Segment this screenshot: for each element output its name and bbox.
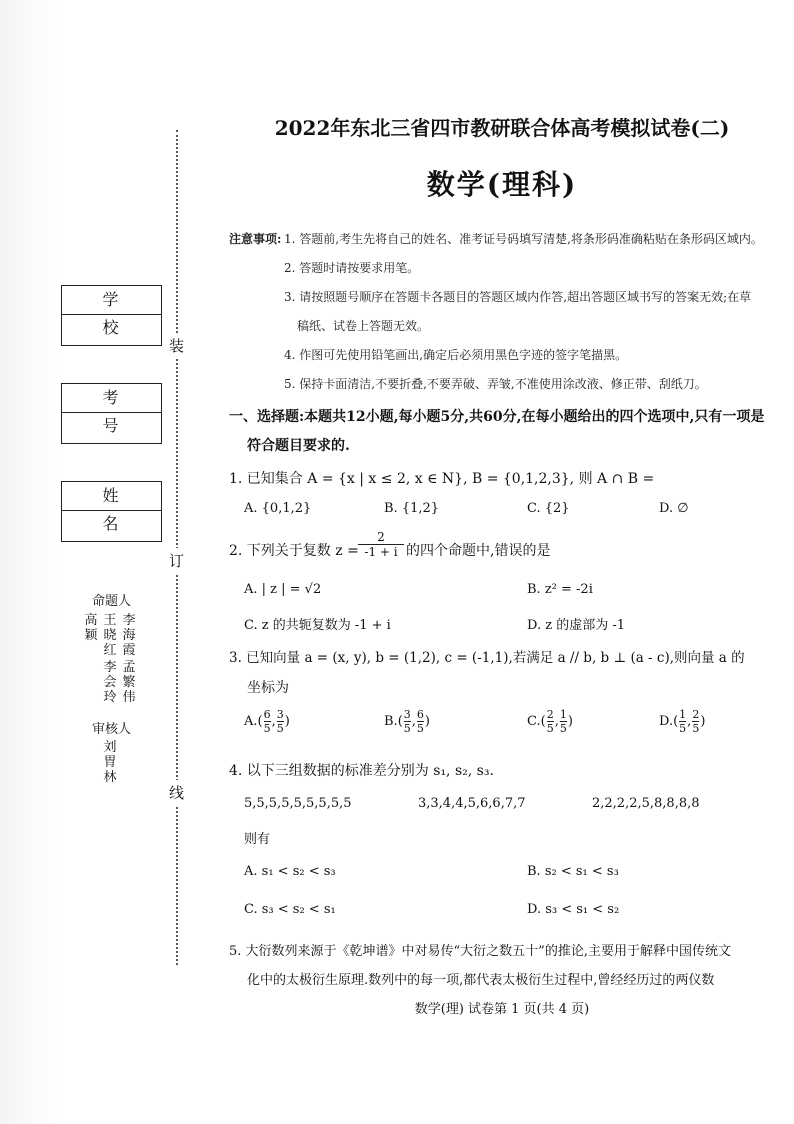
q3-frac-num: 2 [692, 708, 700, 721]
question-3-stem: 3. 已知向量 a = (x, y), b = (1,2), c = (-1,1),若满足 a // b, b ⊥ (a - c),则向量 a 的 [229, 650, 745, 666]
reviewer-name: 刘胃林 [103, 740, 117, 785]
q3-frac-den: 5 [692, 722, 700, 735]
exam-number-box [61, 383, 162, 444]
section-heading: 一、选择题:本题共12小题,每小题5分,共60分,在每小题给出的四个选项中,只有一项是 [229, 409, 765, 425]
school-box [61, 285, 162, 346]
q3-option-letter: D. [659, 714, 674, 729]
q3-option-c: C. ( $\frac{2}{5}$ , $\frac{1}{5}$ ) [527, 708, 573, 735]
binding-char-zhuang: 装 [169, 333, 184, 358]
q3-frac-den: 5 [403, 722, 411, 735]
q2-fraction-denominator: -1 + i [364, 545, 398, 559]
q3-frac [679, 708, 686, 735]
section-heading-cont: 符合题目要求的. [247, 438, 350, 454]
q3-frac-num: 1 [559, 708, 567, 721]
exam-number-label: 考 号 [62, 384, 161, 413]
question-3-stem-cont: 坐标为 [247, 680, 289, 696]
exam-title: 2022年东北三省四市教研联合体高考模拟试卷(二) [274, 116, 730, 140]
proposer-name: 王晓红 [103, 613, 117, 658]
q3-frac-den: 5 [263, 722, 271, 735]
q4-option-c: C. s₃ < s₂ < s₁ [244, 902, 336, 917]
q3-frac [417, 708, 424, 735]
q3-option-a: A. ( $\frac{6}{5}$ , $\frac{3}{5}$ ) [244, 708, 290, 735]
q2-option-a: A. | z | = √2 [244, 582, 322, 597]
page-footer: 数学(理) 试卷第 1 页(共 4 页) [414, 1002, 590, 1017]
q3-frac-den: 5 [416, 722, 424, 735]
q3-frac-num: 1 [679, 708, 687, 721]
proposer-name: 李海霞 [122, 613, 136, 658]
q3-frac-den: 5 [276, 722, 284, 735]
note-item: 1. 答题前,考生先将自己的姓名、准考证号码填写清楚,将条形码准确粘贴在条形码区域内。 [284, 232, 763, 246]
q3-frac-den: 5 [546, 722, 554, 735]
proposer-name: 李会玲 [103, 660, 117, 705]
notes-label: 注意事项: [229, 232, 282, 246]
school-label: 学 校 [62, 286, 161, 315]
q3-option-letter: B. [384, 714, 398, 729]
q3-option-letter: C. [527, 714, 541, 729]
q3-frac [547, 708, 554, 735]
q4-option-b: B. s₂ < s₁ < s₃ [527, 864, 619, 879]
note-item: 3. 请按照题号顺序在答题卡各题目的答题区域内作答,超出答题区域书写的答案无效;在草 [284, 290, 752, 304]
q2-option-c: C. z 的共轭复数为 -1 + i [244, 618, 391, 633]
q1-option-d: D. ∅ [659, 501, 689, 516]
q4-then: 则有 [244, 832, 271, 847]
name-box [61, 481, 162, 542]
question-1-stem: 1. 已知集合 A = {x | x ≤ 2, x ∈ N}, B = {0,1,2,3}, 则 A ∩ B = [229, 471, 655, 487]
q2-option-b: B. z² = -2i [527, 582, 593, 597]
q3-frac-num: 3 [403, 708, 411, 721]
subject-title: 数学(理科) [426, 168, 578, 201]
binding-char-xian: 线 [169, 780, 184, 805]
note-item: 4. 作图可先使用铅笔画出,确定后必须用黑色字迹的签字笔描黑。 [284, 348, 628, 362]
q3-frac-den: 5 [559, 722, 567, 735]
binding-char-ding: 订 [169, 548, 184, 573]
question-2-stem-pre: 2. 下列关于复数 z = [229, 543, 359, 559]
q1-option-a: A. {0,1,2} [244, 501, 312, 516]
question-2-stem-post: 的四个命题中,错误的是 [406, 543, 551, 559]
question-5-stem: 5. 大衍数列来源于《乾坤谱》中对易传“大衍之数五十”的推论,主要用于解释中国传统文 [229, 944, 731, 959]
q4-option-a: A. s₁ < s₂ < s₃ [244, 864, 336, 879]
q3-frac-num: 6 [263, 708, 271, 721]
q2-fraction-numerator: 2 [358, 530, 404, 545]
q3-frac [560, 708, 567, 735]
q4-option-d: D. s₃ < s₁ < s₂ [527, 902, 620, 917]
note-item: 5. 保持卡面清洁,不要折叠,不要弄破、弄皱,不准使用涂改液、修正带、刮纸刀。 [284, 377, 707, 391]
question-5-stem-cont: 化中的太极衍生原理.数列中的每一项,都代表太极衍生过程中,曾经经历过的两仪数 [247, 973, 715, 988]
q4-data-set: 5,5,5,5,5,5,5,5,5 [244, 796, 352, 811]
note-item: 2. 答题时请按要求用笔。 [284, 261, 420, 275]
q3-option-letter: A. [244, 714, 258, 729]
proposer-name: 高颖 [84, 613, 98, 643]
q2-fraction [358, 530, 404, 559]
question-4-stem: 4. 以下三组数据的标准差分别为 s₁, s₂, s₃. [229, 763, 494, 779]
q1-option-b: B. {1,2} [384, 501, 440, 516]
q4-data-set: 3,3,4,4,5,6,6,7,7 [418, 796, 526, 811]
q3-option-d: D. ( $\frac{1}{5}$ , $\frac{2}{5}$ ) [659, 708, 706, 735]
q1-option-c: C. {2} [527, 501, 570, 516]
reviewer-label: 审核人 [92, 722, 132, 737]
name-label: 姓 名 [62, 482, 161, 511]
q3-frac-num: 6 [416, 708, 424, 721]
q3-option-b: B. ( $\frac{3}{5}$ , $\frac{6}{5}$ ) [384, 708, 430, 735]
q4-data-set: 2,2,2,2,5,8,8,8,8 [592, 796, 700, 811]
q3-frac [277, 708, 284, 735]
q2-option-d: D. z 的虚部为 -1 [527, 618, 626, 633]
note-item: 稿纸、试卷上答题无效。 [297, 319, 430, 333]
q3-frac-num: 2 [546, 708, 554, 721]
proposer-label: 命题人 [92, 594, 132, 609]
q3-frac-num: 3 [276, 708, 284, 721]
q3-frac [264, 708, 271, 735]
q3-frac-den: 5 [679, 722, 687, 735]
q3-frac [404, 708, 411, 735]
q3-frac [692, 708, 699, 735]
proposer-name: 孟繁伟 [122, 660, 136, 705]
